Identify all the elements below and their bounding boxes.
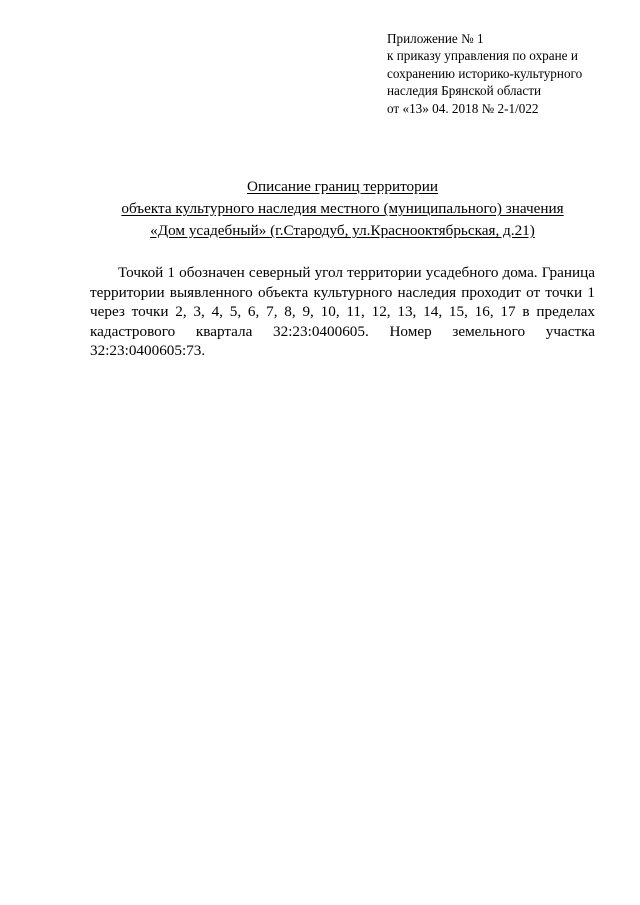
appendix-line: к приказу управления по охране и — [387, 48, 578, 64]
title-line: объекта культурного наследия местного (муниципального) значения — [121, 200, 564, 217]
appendix-header — [387, 30, 627, 117]
appendix-line: от «13» 04. 2018 № 2-1/022 — [387, 100, 539, 116]
appendix-line: наследия Брянской области — [387, 83, 542, 99]
document-title — [100, 176, 585, 242]
boundary-description-paragraph: Точкой 1 обозначен северный угол территории усадебного дома. Граница территории выявленного объекта культурного наследия проходит от точки 1 через точки 2, 3, 4, 5, 6, 7, 8, 9, 10, 11, 12, 13, 14, 15, 16, 17 в пределах кадастрового квартала 32:23:0400605. Номер земельного участка 32:23:0400605:73. — [90, 264, 595, 359]
title-line: «Дом усадебный» (г.Стародуб, ул.Краснооктябрьская, д.21) — [150, 222, 535, 239]
title-line: Описание границ территории — [246, 178, 438, 195]
appendix-line: сохранению историко-культурного — [387, 65, 583, 81]
appendix-line: Приложение № 1 — [387, 31, 484, 46]
